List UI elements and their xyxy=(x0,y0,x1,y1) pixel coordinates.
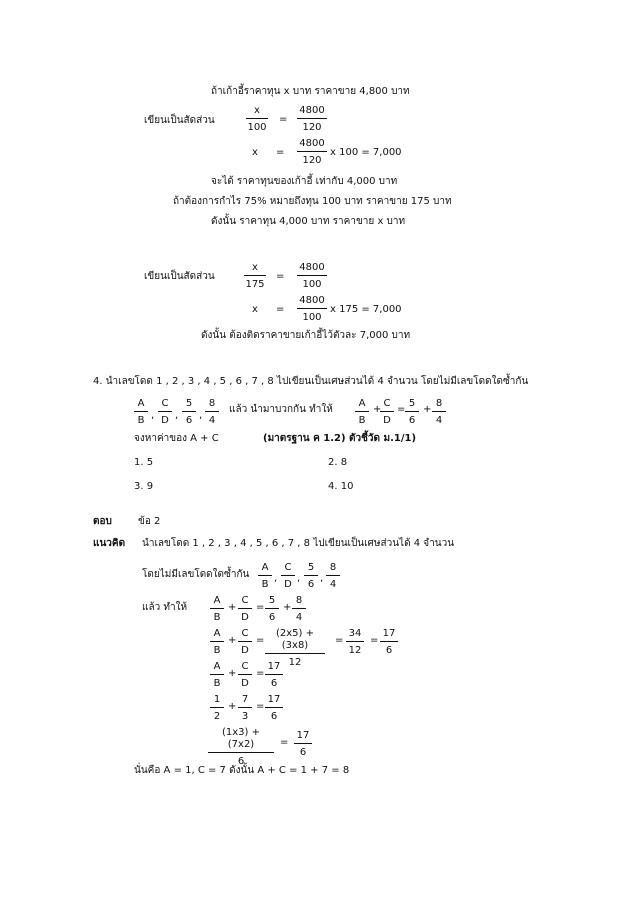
line-sale-price: ดังนั้น ต้องติดราคาขายเก้าอี้ไว้ตัวละ 7,000 บาท xyxy=(201,330,411,341)
numerator: x xyxy=(246,105,268,119)
denominator: 4 xyxy=(208,415,216,426)
numerator: 17 xyxy=(294,730,312,744)
fraction-x-100 xyxy=(246,105,268,134)
fraction-4800-100 xyxy=(297,262,327,291)
fraction-17-6 xyxy=(265,694,283,723)
numerator: C xyxy=(238,628,252,642)
numerator: A xyxy=(210,628,224,642)
numerator: A xyxy=(355,398,369,412)
solution-conclusion: นั่นคือ A = 1, C = 7 ดังนั้น A + C = 1 + 7 = 8 xyxy=(134,765,350,776)
fraction-a-b xyxy=(210,628,224,657)
numerator: 7 xyxy=(238,694,252,708)
denominator: 12 xyxy=(288,657,302,668)
line-chair-cost: ถ้าเก้าอี้ราคาทุน x บาท ราคาขาย 4,800 บาท xyxy=(211,86,410,97)
fraction-x-175 xyxy=(244,262,266,291)
numerator: C xyxy=(380,398,394,412)
fraction-17-6 xyxy=(294,730,312,759)
denominator: D xyxy=(284,579,292,590)
line-cost-result: จะได้ ราคาทุนของเก้าอี้ เท่ากับ 4,000 บาท xyxy=(211,176,398,187)
numerator: 4800 xyxy=(297,138,327,152)
numerator: A xyxy=(210,661,224,675)
fraction-c-d xyxy=(238,595,252,624)
fraction-a-b xyxy=(134,398,148,427)
fraction-a-b xyxy=(258,562,272,591)
denominator: B xyxy=(261,579,269,590)
numerator: 17 xyxy=(380,628,398,642)
numerator: 4800 xyxy=(297,262,327,276)
fraction-8-4 xyxy=(205,398,219,427)
denominator: 3 xyxy=(241,711,249,722)
var-x: x xyxy=(252,147,258,158)
denominator: B xyxy=(213,678,221,689)
proportion-label: เขียนเป็นสัดส่วน xyxy=(144,115,215,126)
denominator: 6 xyxy=(270,711,278,722)
fraction-17-6 xyxy=(380,628,398,657)
equals-sign: = xyxy=(276,271,285,282)
fraction-a-b xyxy=(210,595,224,624)
denominator: 6 xyxy=(237,756,245,767)
plus-sign: + xyxy=(228,635,237,646)
answer-value: ข้อ 2 xyxy=(138,516,161,527)
numerator: 17 xyxy=(265,694,283,708)
denominator: 100 xyxy=(302,312,322,323)
fraction-5-6 xyxy=(265,595,279,624)
plus-sign: + xyxy=(373,404,382,415)
question-text: 4. นำเลขโดด 1 , 2 , 3 , 4 , 5 , 6 , 7 , 8 ไปเขียนเป็นเศษส่วนได้ 4 จำนวน โดยไม่มีเลขโดดใดซ้ำกัน xyxy=(93,376,529,387)
equals-sign: = xyxy=(256,602,265,613)
numerator: 5 xyxy=(405,398,419,412)
plus-sign: + xyxy=(228,668,237,679)
standard-label: (มาตรฐาน ค 1.2) ตัวชี้วัด ม.1/1) xyxy=(263,433,417,444)
choice-4: 4. 10 xyxy=(328,481,354,492)
fraction-expanded-sum xyxy=(208,727,274,768)
equals-sign: = xyxy=(276,304,285,315)
denominator: 6 xyxy=(185,415,193,426)
numerator: 5 xyxy=(265,595,279,609)
denominator: 6 xyxy=(408,415,416,426)
numerator: 8 xyxy=(326,562,340,576)
comma: , xyxy=(175,410,179,421)
equals-sign: = xyxy=(256,701,265,712)
denominator: 6 xyxy=(299,747,307,758)
fraction-8-4 xyxy=(326,562,340,591)
numerator: 5 xyxy=(304,562,318,576)
plus-sign: + xyxy=(228,602,237,613)
fraction-c-d xyxy=(238,628,252,657)
denominator: 6 xyxy=(268,612,276,623)
solution-line-1: นำเลขโดด 1 , 2 , 3 , 4 , 5 , 6 , 7 , 8 ไปเขียนเป็นเศษส่วนได้ 4 จำนวน xyxy=(142,538,455,549)
numerator: A xyxy=(210,595,224,609)
equals-sign: = xyxy=(397,404,406,415)
fraction-8-4 xyxy=(432,398,446,427)
denominator: B xyxy=(213,612,221,623)
numerator: (1x3) + (7x2) xyxy=(208,727,274,753)
denominator: D xyxy=(161,415,169,426)
choice-2: 2. 8 xyxy=(328,457,348,468)
denominator: 12 xyxy=(348,645,362,656)
numerator: C xyxy=(238,661,252,675)
numerator: x xyxy=(244,262,266,276)
equals-sign: = xyxy=(370,635,379,646)
solution-line-2: โดยไม่มีเลขโดดใดซ้ำกัน xyxy=(142,569,250,580)
fraction-1-2 xyxy=(210,694,224,723)
equals-sign: = xyxy=(280,737,289,748)
denominator: 100 xyxy=(247,122,267,133)
denominator: B xyxy=(137,415,145,426)
numerator: 17 xyxy=(265,661,283,675)
denominator: 6 xyxy=(385,645,393,656)
plus-sign: + xyxy=(283,602,292,613)
numerator: C xyxy=(281,562,295,576)
numerator: 34 xyxy=(346,628,364,642)
calc-result: x 175 = 7,000 xyxy=(330,304,402,315)
numerator: (2x5) + (3x8) xyxy=(265,628,325,654)
numerator: 5 xyxy=(182,398,196,412)
denominator: B xyxy=(358,415,366,426)
fraction-34-12 xyxy=(346,628,364,657)
denominator: 4 xyxy=(435,415,443,426)
numerator: 8 xyxy=(205,398,219,412)
fraction-17-6 xyxy=(265,661,283,690)
comma: , xyxy=(274,573,278,584)
fraction-4800-120 xyxy=(297,138,327,167)
denominator: D xyxy=(241,678,249,689)
numerator: C xyxy=(238,595,252,609)
denominator: 175 xyxy=(245,279,265,290)
fraction-8-4 xyxy=(292,595,306,624)
equals-sign: = xyxy=(335,635,344,646)
line-therefore: ดังนั้น ราคาทุน 4,000 บาท ราคาขาย x บาท xyxy=(211,216,406,227)
numerator: C xyxy=(158,398,172,412)
fraction-a-b xyxy=(355,398,369,427)
denominator: 4 xyxy=(295,612,303,623)
plus-sign: + xyxy=(228,701,237,712)
comma: , xyxy=(199,410,203,421)
numerator: 4800 xyxy=(297,295,327,309)
line-profit: ถ้าต้องการกำไร 75% หมายถึงทุน 100 บาท ราคาขาย 175 บาท xyxy=(173,196,452,207)
equals-sign: = xyxy=(276,147,285,158)
denominator: 4 xyxy=(329,579,337,590)
numerator: 8 xyxy=(432,398,446,412)
answer-label: ตอบ xyxy=(93,516,112,527)
choice-1: 1. 5 xyxy=(134,457,154,468)
fraction-c-d xyxy=(380,398,394,427)
fraction-5-6 xyxy=(405,398,419,427)
denominator: 100 xyxy=(302,279,322,290)
var-x: x xyxy=(252,304,258,315)
denominator: 2 xyxy=(213,711,221,722)
choice-3: 3. 9 xyxy=(134,481,154,492)
fraction-c-d xyxy=(158,398,172,427)
denominator: D xyxy=(241,612,249,623)
calc-result: x 100 = 7,000 xyxy=(330,147,402,158)
numerator: 1 xyxy=(210,694,224,708)
fraction-c-d xyxy=(238,661,252,690)
fraction-5-6 xyxy=(182,398,196,427)
fraction-5-6 xyxy=(304,562,318,591)
comma: , xyxy=(320,573,324,584)
fraction-c-d xyxy=(281,562,295,591)
fraction-a-b xyxy=(210,661,224,690)
denominator: 120 xyxy=(302,155,322,166)
solution-label: แนวคิด xyxy=(93,538,126,549)
numerator: 8 xyxy=(292,595,306,609)
equals-sign: = xyxy=(279,114,288,125)
fraction-4800-120 xyxy=(297,105,327,134)
solution-line-3: แล้ว ทำให้ xyxy=(142,602,188,613)
denominator: 6 xyxy=(270,678,278,689)
proportion-label: เขียนเป็นสัดส่วน xyxy=(144,271,215,282)
fraction-4800-100 xyxy=(297,295,327,324)
equals-sign: = xyxy=(256,668,265,679)
denominator: D xyxy=(241,645,249,656)
denominator: 6 xyxy=(307,579,315,590)
denominator: B xyxy=(213,645,221,656)
comma: , xyxy=(151,410,155,421)
comma: , xyxy=(297,573,301,584)
question-find: จงหาค่าของ A + C xyxy=(134,433,219,444)
denominator: 120 xyxy=(302,122,322,133)
question-mid-text: แล้ว นำมาบวกกัน ทำให้ xyxy=(229,404,333,415)
numerator: 4800 xyxy=(297,105,327,119)
fraction-7-3 xyxy=(238,694,252,723)
numerator: A xyxy=(134,398,148,412)
equals-sign: = xyxy=(256,635,265,646)
denominator: D xyxy=(383,415,391,426)
numerator: A xyxy=(258,562,272,576)
plus-sign: + xyxy=(423,404,432,415)
